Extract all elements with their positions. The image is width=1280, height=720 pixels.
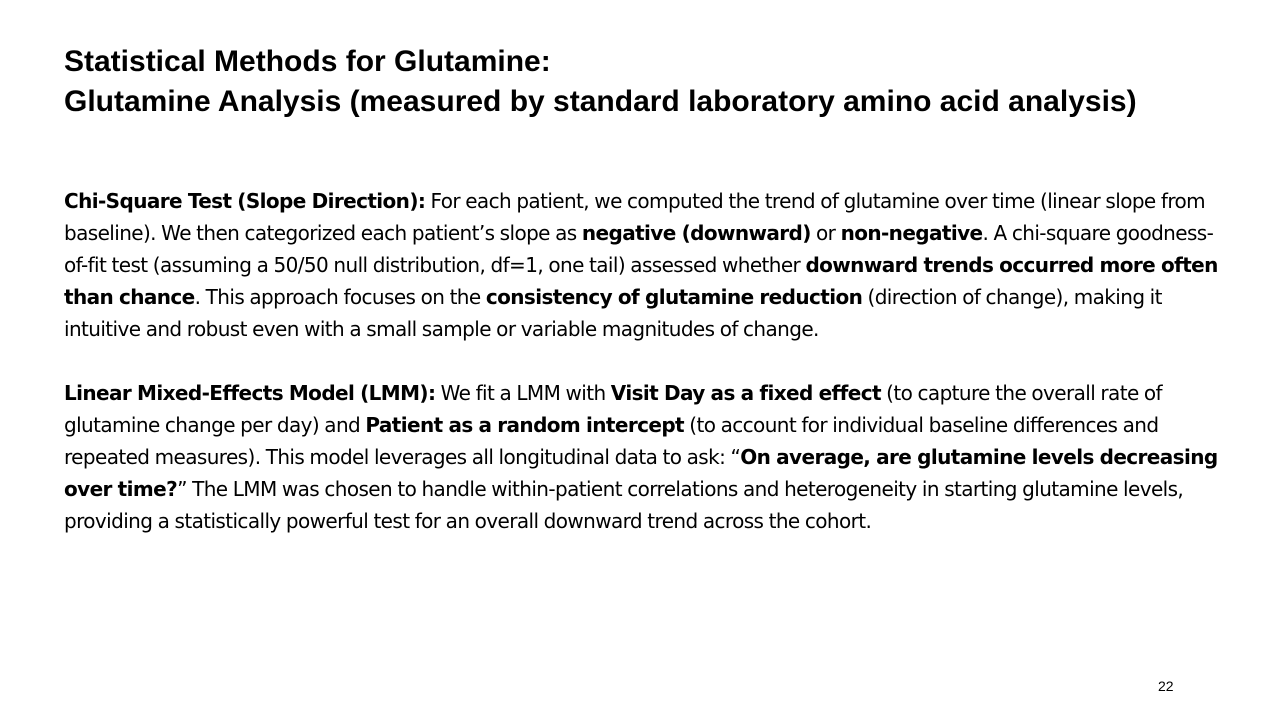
page-number: 22 [1158,678,1174,694]
lmm-heading: Linear Mixed-Effects Model (LMM): [64,381,436,405]
title-line-2: Glutamine Analysis (measured by standard laboratory amino acid analysis) [64,85,1137,118]
chi-square-bold-negative: negative (downward) [581,221,811,245]
chi-square-heading: Chi-Square Test (Slope Direction): [64,189,426,213]
title-line-1: Statistical Methods for Glutamine: [64,45,551,78]
chi-square-bold-non-negative: non-negative [840,221,983,245]
chi-square-text-1: For each patient, we computed the trend of glutamine over time (linear slope from baseline). We then categorized each patient’s slope as [64,189,1206,245]
lmm-text-2: (to capture the overall rate of glutamine change per day) and [64,381,1162,437]
lmm-text-4: ” The LMM was chosen to handle within-patient correlations and heterogeneity in starting glutamine levels, providing a statistically powerful test for an overall downward trend across the cohort. [64,477,1184,533]
lmm-paragraph [64,377,1234,537]
chi-square-bold-downward-trends: downward trends occurred more often than chance [64,253,1218,309]
lmm-bold-random-intercept: Patient as a random intercept [365,413,685,437]
lmm-bold-question: On average, are glutamine levels decreasing over time? [64,445,1218,501]
chi-square-text-4: . This approach focuses on the [194,285,486,309]
slide-title [64,42,1264,122]
lmm-bold-fixed-effect: Visit Day as a fixed effect [610,381,881,405]
chi-square-bold-consistency: consistency of glutamine reduction [485,285,863,309]
lmm-text-1: We fit a LMM with [435,381,611,405]
slide-body [64,185,1234,537]
chi-square-text-3: . A chi-square goodness-of-fit test (assuming a 50/50 null distribution, df=1, one tail) assessed whether [64,221,1214,277]
lmm-text-3: (to account for individual baseline differences and repeated measures). This model leverages all longitudinal data to ask: “ [64,413,1159,469]
chi-square-text-5: (direction of change), making it intuitive and robust even with a small sample or variable magnitudes of change. [64,285,1162,341]
chi-square-paragraph [64,185,1234,345]
chi-square-text-2: or [810,221,841,245]
